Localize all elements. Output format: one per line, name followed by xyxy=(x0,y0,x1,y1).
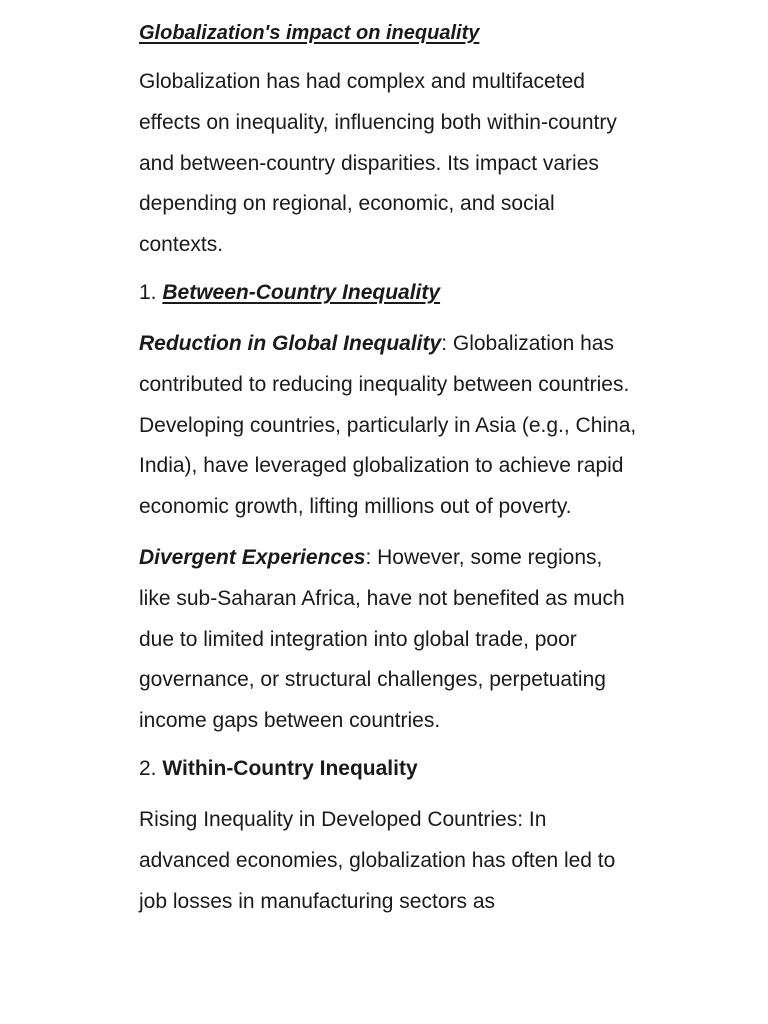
intro-paragraph: Globalization has had complex and multifaceted effects on inequality, influencing both within-country and between-country disparities. Its impact varies depending on regional, economic, and social contexts. xyxy=(139,70,617,257)
term-label: Divergent Experiences xyxy=(139,545,366,569)
paragraph-divergent-experiences xyxy=(139,538,639,742)
paragraph-text: : Globalization has contributed to reducing inequality between countries. Developing countries, particularly in Asia (e.g., China, India), have leveraged globalization to achieve rapid economic growth, lifting millions out of poverty. xyxy=(139,331,637,519)
paragraph-text: : However, some regions, like sub-Saharan Africa, have not benefited as much due to limited integration into global trade, poor governance, or structural challenges, perpetuating income gaps between countries. xyxy=(139,545,625,733)
section-heading-between-country xyxy=(139,276,639,310)
paragraph-rising-inequality: Rising Inequality in Developed Countries: In advanced economies, globalization has often led to job losses in manufacturing sectors as xyxy=(139,807,616,913)
term-label: Reduction in Global Inequality xyxy=(139,331,442,355)
document-page xyxy=(139,16,639,932)
paragraph-reduction-global-inequality xyxy=(139,324,639,528)
section-number: 1. xyxy=(139,280,157,304)
document-heading: Globalization's impact on inequality xyxy=(139,22,480,44)
section-number: 2. xyxy=(139,756,157,780)
section-title: Between-Country Inequality xyxy=(162,280,441,304)
section-title: Within-Country Inequality xyxy=(162,756,418,780)
section-heading-within-country xyxy=(139,752,639,786)
